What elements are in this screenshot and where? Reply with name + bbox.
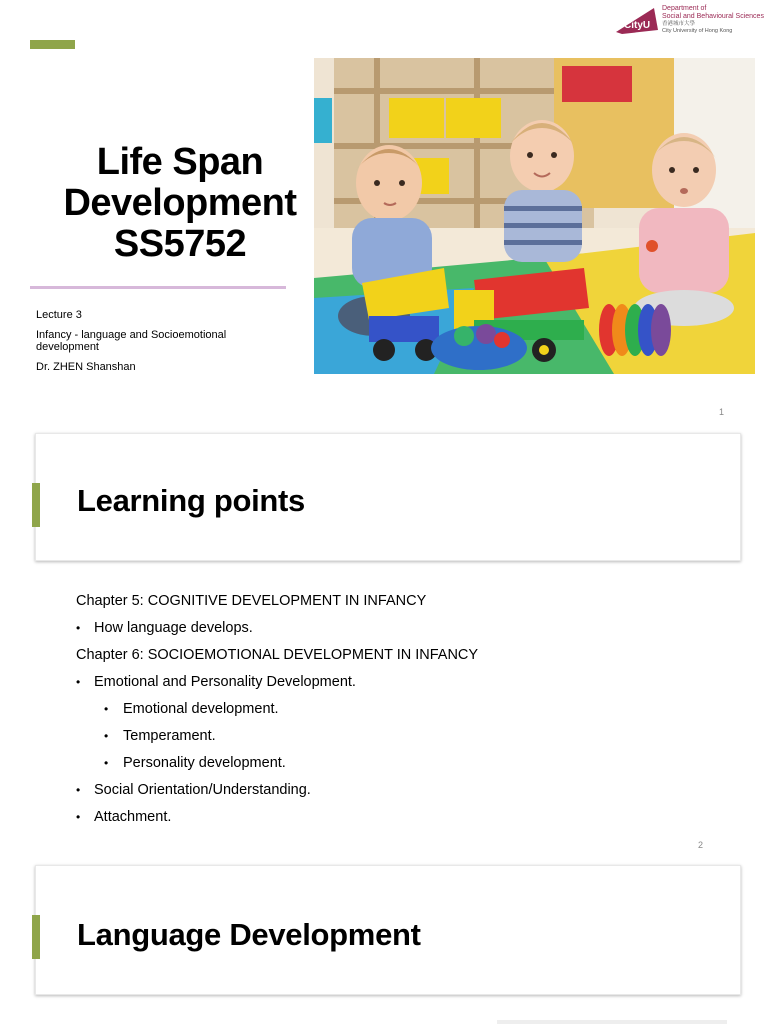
list-item-text: Attachment. [94,809,172,825]
cityu-logo [612,4,762,38]
learning-points-header-card [35,433,741,561]
accent-bar [30,40,75,49]
bullet-icon: • [104,756,109,770]
babies-photo [314,58,755,374]
list-item-text: How language develops. [94,620,253,636]
list-item-text: Emotional development. [123,701,279,717]
bullet-icon: • [76,675,81,689]
list-item [76,781,716,808]
list-item-text: Social Orientation/Understanding. [94,782,311,798]
topic-line-1: Infancy - language and Socioemotional [36,329,227,341]
title-line-3: SS5752 [113,223,247,265]
learning-points-list [76,592,716,835]
list-item [76,673,716,700]
slide-2-title: Learning points [77,483,306,518]
svg-text:CityU: CityU [624,20,651,31]
list-item-text: Chapter 6: SOCIOEMOTIONAL DEVELOPMENT IN INFANCY [76,647,479,663]
lecture-label: Lecture 3 [36,309,82,321]
slide-3-title: Language Development [77,917,421,952]
next-slide-edge [497,1020,727,1024]
chapter-heading [76,646,716,673]
topic-line-2: development [36,341,99,353]
list-item [76,808,716,835]
list-item-text: Chapter 5: COGNITIVE DEVELOPMENT IN INFANCY [76,593,427,609]
title-divider [30,286,286,289]
list-item [76,754,716,781]
title-line-1: Life Span [96,141,264,183]
page-number-1: 1 [719,407,725,417]
page-number-2: 2 [698,840,704,850]
bullet-icon: • [76,810,81,824]
logo-department-text: Department of Social and Behavioural Sciences 香港城市大學 City University of Hong Kong [662,5,764,34]
list-item-text: Temperament. [123,728,216,744]
presentation-title [30,142,330,265]
card-accent-bar [32,483,40,527]
card-accent-bar [32,915,40,959]
babies-photo-illustration [314,58,755,374]
cityu-logo-icon [616,8,658,34]
bullet-icon: • [76,783,81,797]
list-item [76,727,716,754]
list-item [76,700,716,727]
bullet-icon: • [104,702,109,716]
list-item [76,619,716,646]
title-line-2: Development [63,182,297,224]
list-item-text: Emotional and Personality Development. [94,674,356,690]
language-development-header-card [35,865,741,995]
bullet-icon: • [76,621,81,635]
instructor-name: Dr. ZHEN Shanshan [36,361,136,373]
bullet-icon: • [104,729,109,743]
chapter-heading [76,592,716,619]
slide-1 [0,0,768,430]
list-item-text: Personality development. [123,755,286,771]
